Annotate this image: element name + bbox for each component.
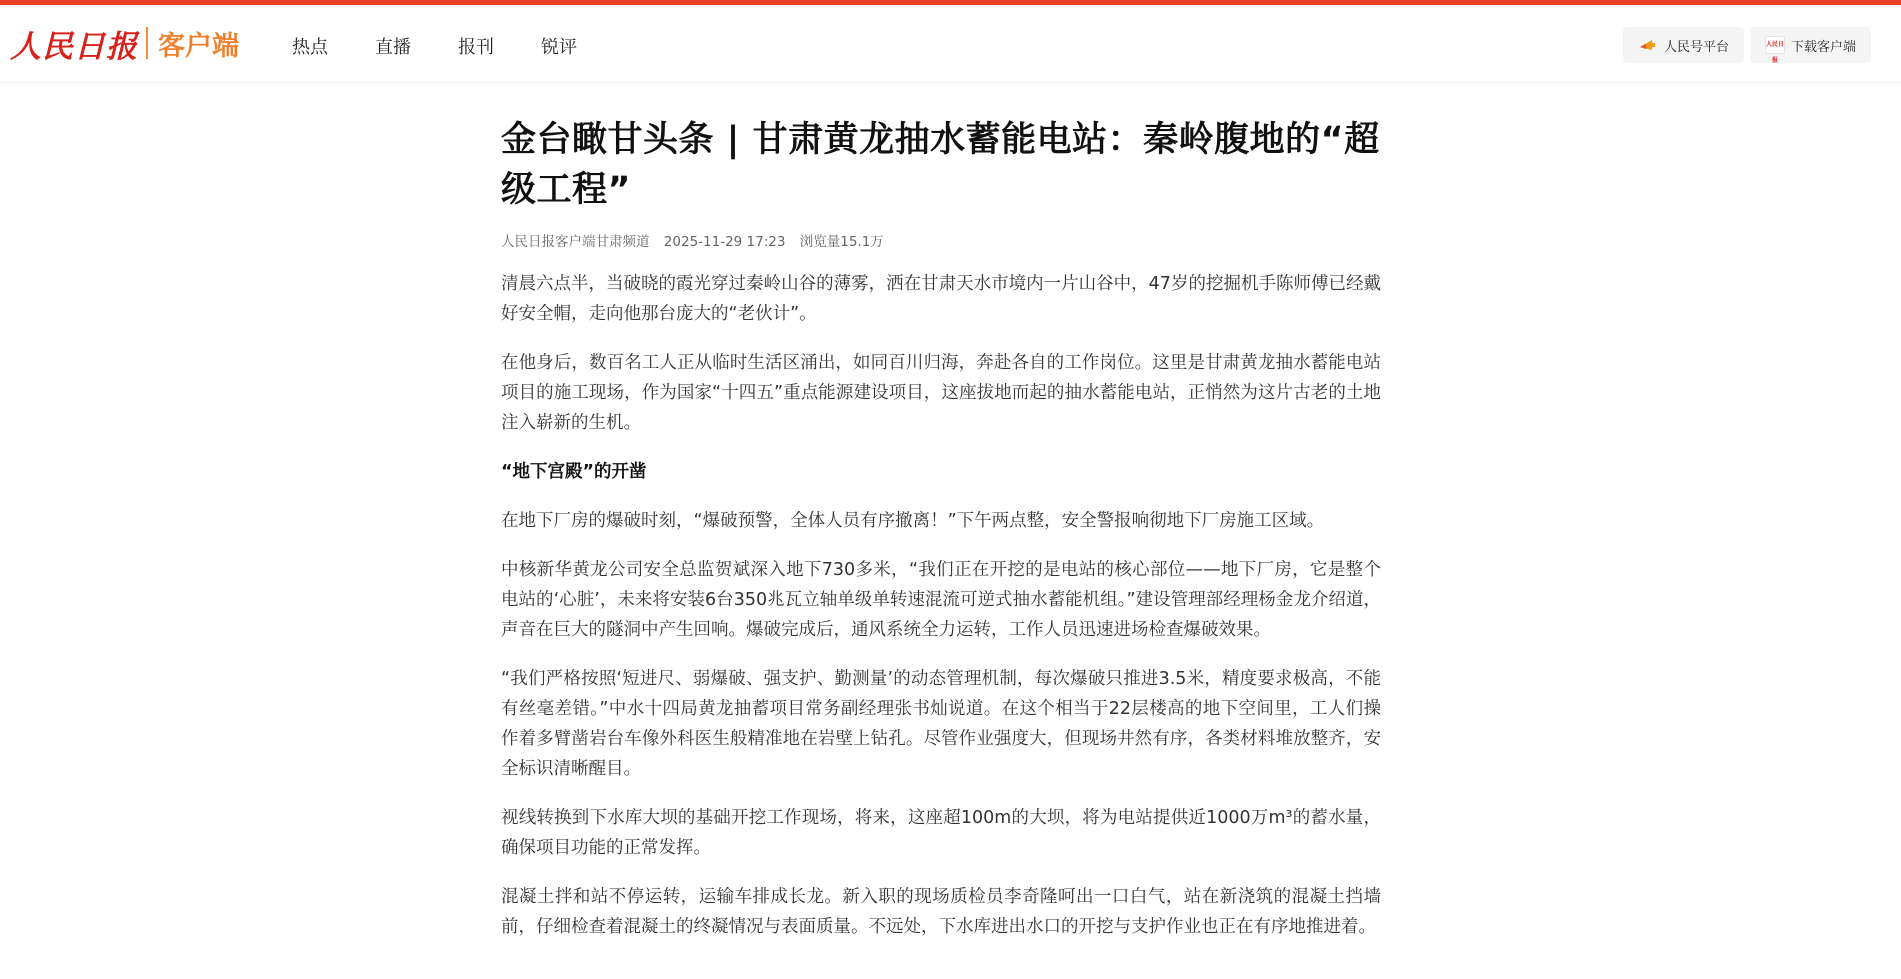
logo-main-text: 人民日报 — [10, 28, 138, 65]
article-paragraph: 中核新华黄龙公司安全总监贺斌深入地下730多米，“我们正在开挖的是电站的核心部位——地下厂房，它是整个电站的‘心脏’，未来将安装6台350兆瓦立轴单级单转速混流可逆式抽水蓄能机组。”建设管理部经理杨金龙介绍道，声音在巨大的隧洞中产生回响。爆破完成后，通风系统全力运转，工作人员迅速进场检查爆破效果。 — [501, 560, 1381, 640]
article-paragraph: 混凝土拌和站不停运转，运输车排成长龙。新入职的现场质检员李奇隆呵出一口白气，站在新浇筑的混凝土挡墙前，仔细检查着混凝土的终凝情况与表面质量。不远处，下水库进出水口的开挖与支护作业也正在有序地推进着。 — [501, 887, 1381, 937]
download-client-button[interactable] — [1750, 27, 1871, 63]
article-paragraph: 视线转换到下水库大坝的基础开挖工作现场，将来，这座超100m的大坝，将为电站提供近1000万m³的蓄水量，确保项目功能的正常发挥。 — [501, 808, 1381, 858]
logo-sub-text: 客户端 — [158, 30, 239, 62]
platform-label: 人民号平台 — [1663, 39, 1729, 55]
nav-item-commentary[interactable]: 锐评 — [541, 37, 577, 58]
article-subheading: “地下宫殿”的开凿 — [501, 462, 647, 482]
app-icon — [1765, 37, 1785, 64]
download-label: 下载客户端 — [1790, 39, 1856, 55]
article-source: 人民日报客户端甘肃频道 — [501, 234, 650, 250]
article — [501, 115, 1381, 961]
article-paragraph: “我们严格按照‘短进尺、弱爆破、强支护、勤测量’的动态管理机制，每次爆破只推进3.5米，精度要求极高，不能有丝毫差错。”中水十四局黄龙抽蓄项目常务副经理张书灿说道。在这个相当于22层楼高的地下空间里，工人们操作着多臂凿岩台车像外科医生般精准地在岩壁上钻孔。尽管作业强度大，但现场井然有序，各类材料堆放整齐，安全标识清晰醒目。 — [501, 669, 1381, 779]
site-header — [0, 5, 1901, 83]
nav-item-newspaper[interactable]: 报刊 — [458, 37, 494, 58]
megaphone-icon — [1638, 37, 1658, 53]
article-paragraph: 在地下厂房的爆破时刻，“爆破预警，全体人员有序撤离！”下午两点整，安全警报响彻地下厂房施工区域。 — [501, 511, 1325, 531]
logo-divider — [146, 27, 148, 59]
site-logo[interactable] — [10, 23, 239, 63]
header-actions — [1617, 27, 1871, 63]
nav-item-live[interactable]: 直播 — [375, 37, 411, 58]
main-nav — [292, 33, 624, 59]
platform-button[interactable] — [1623, 27, 1744, 63]
article-date: 2025-11-29 17:23 — [663, 234, 786, 250]
article-views: 浏览量15.1万 — [799, 234, 884, 250]
article-meta — [501, 230, 1381, 250]
article-paragraph: 清晨六点半，当破晓的霞光穿过秦岭山谷的薄雾，洒在甘肃天水市境内一片山谷中，47岁的挖掘机手陈师傅已经戴好安全帽，走向他那台庞大的“老伙计”。 — [501, 274, 1381, 324]
nav-item-hot[interactable]: 热点 — [292, 37, 328, 58]
article-paragraph: 在他身后，数百名工人正从临时生活区涌出，如同百川归海，奔赴各自的工作岗位。这里是甘肃黄龙抽水蓄能电站项目的施工现场，作为国家“十四五”重点能源建设项目，这座拔地而起的抽水蓄能电站，正悄然为这片古老的土地注入崭新的生机。 — [501, 353, 1381, 433]
app-icon-text: 人民日报 — [1765, 36, 1785, 54]
article-title: 金台瞰甘头条 | 甘肃黄龙抽水蓄能电站：秦岭腹地的“超级工程” — [501, 120, 1380, 210]
